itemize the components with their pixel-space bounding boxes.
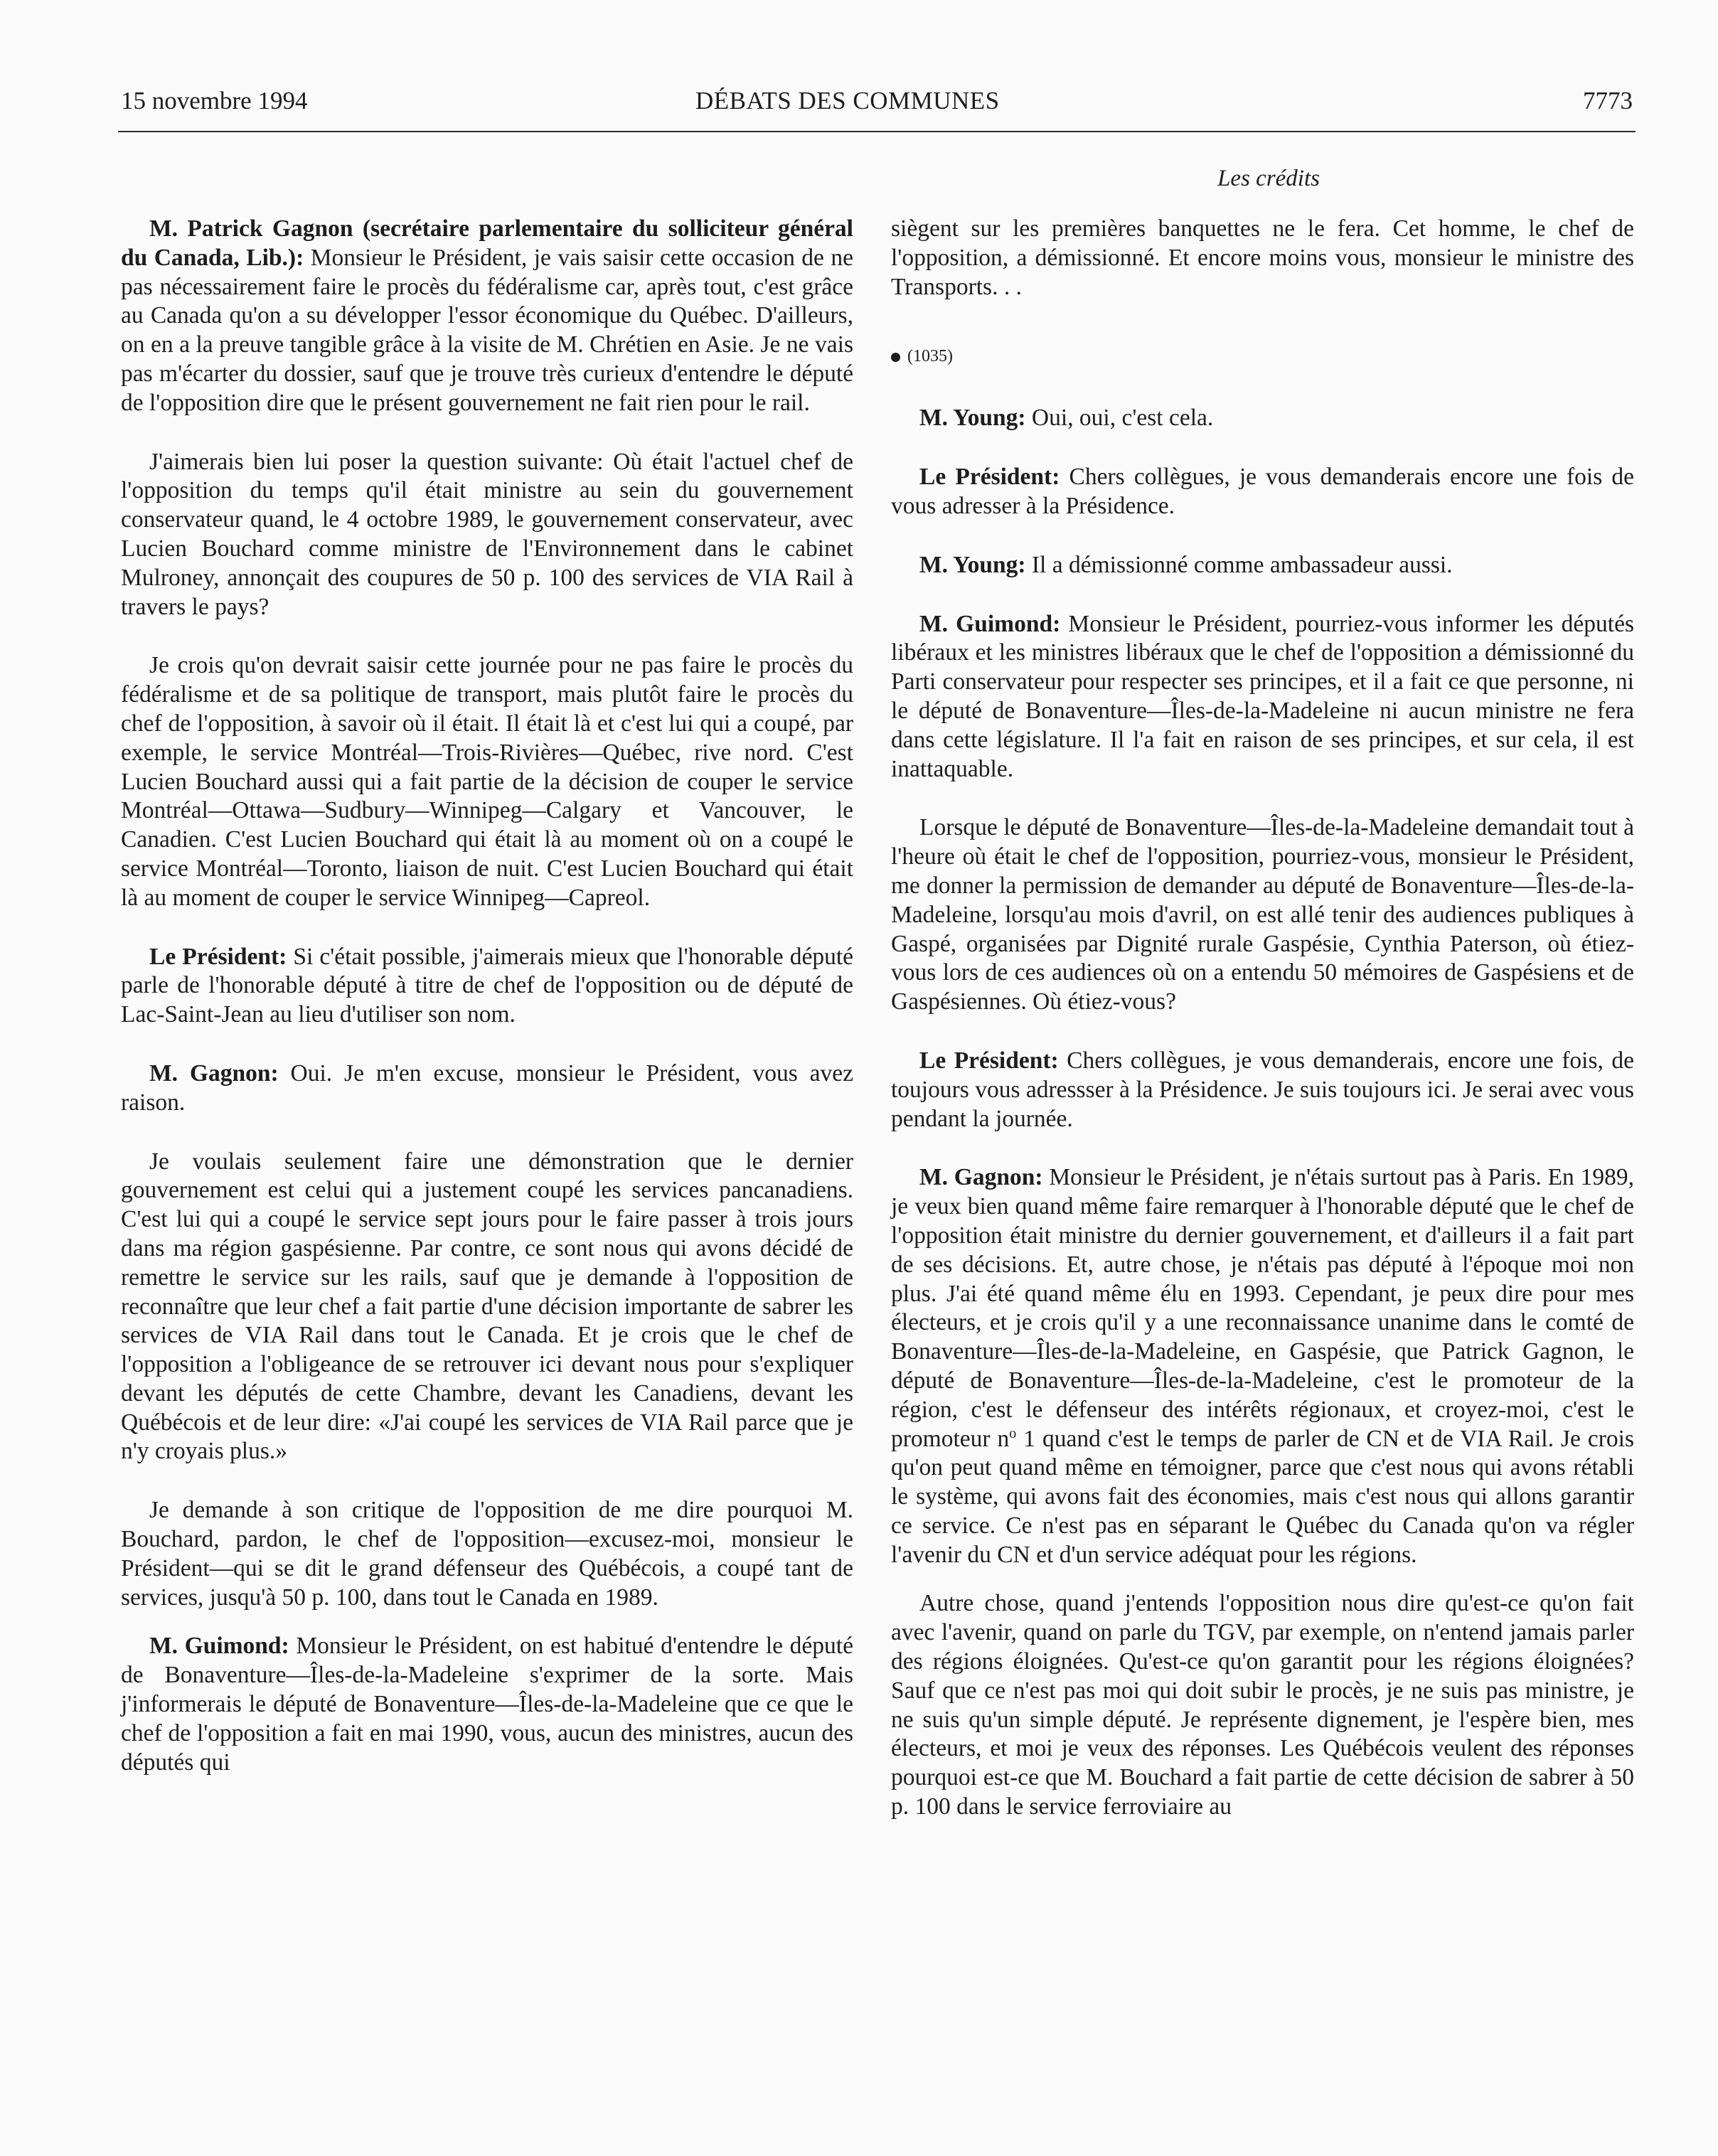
header-page-number: 7773 [1583, 87, 1633, 114]
speaker-name: M. Gagnon: [149, 1060, 279, 1087]
paragraph-text: Lorsque le député de Bonaventure—Îles-de-la-Madeleine demandait tout à l'heure où était le chef de l'opposition, pourriez-vous, monsieur le Président, me donner la permission de demander au député de Bonaventure—Îles-de-la-Madeleine, lorsqu'au mois d'avril, on est allé tenir des audiences publiques à Gaspé, organisées par Dignité rurale Gaspésie, Cynthia Paterson, où étiez-vous lors de ces audiences où on a entendu 50 mémoires de Gaspésiens et de Gaspésiennes. Où étiez-vous? [891, 814, 1634, 1015]
paragraph-text: Je demande à son critique de l'opposition de me dire pourquoi M. Bouchard, pardon, le chef de l'opposition—excusez-moi, monsieur le Président—qui se dit le grand défenseur des Québécois, a coupé tant de services, jusqu'à 50 p. 100, dans tout le Canada en 1989. [121, 1497, 853, 1611]
paragraph [121, 943, 853, 1030]
right-column [891, 215, 1634, 1852]
speaker-name: Le Président: [149, 943, 287, 970]
header-date: 15 novembre 1994 [121, 87, 308, 114]
paragraph-text: Monsieur le Président, je n'étais surtout pas à Paris. En 1989, je veux bien quand même faire remarquer à l'honorable député que le chef de l'opposition était ministre du dernier gouvernement, et d'ailleurs il a fait part de ses décisions. Et, autre chose, je n'étais pas député à l'époque moi non plus. J'ai été quand même élu en 1993. Cependant, je peux dire pour mes électeurs, et je crois qu'il y a une reconnaissance unanime dans le comté de Bonaventure—Îles-de-la-Madeleine, en Gaspésie, que Patrick Gagnon, le député de Bonaventure—Îles-de-la-Madeleine, c'est le promoteur de la région, c'est le défenseur des intérêts régionaux, et croyez-moi, c'est le promoteur n [891, 1164, 1634, 1452]
left-column [121, 215, 853, 1807]
speaker-name: M. Young: [919, 551, 1026, 578]
paragraph [121, 1060, 853, 1118]
paragraph [891, 610, 1634, 784]
paragraph-text: Chers collègues, je vous demanderais, encore une fois, de toujours vous adressser à la Présidence. Je suis toujours ici. Je serai avec vous pendant la journée. [891, 1047, 1634, 1132]
paragraph-text: Il a démissionné comme ambassadeur aussi. [1025, 551, 1453, 578]
paragraph-continued [891, 215, 1634, 301]
paragraph-text: Monsieur le Président, on est habitué d'entendre le député de Bonaventure—Îles-de-la-Madeleine s'exprimer de la sorte. Mais j'informerais le député de Bonaventure—Îles-de-la-Madeleine que ce que le chef de l'opposition a fait en mai 1990, vous, aucun des ministres, aucun des députés qui [121, 1633, 853, 1776]
time-marker-text: (1035) [907, 347, 953, 366]
paragraph-text: Monsieur le Président, pourriez-vous informer les députés libéraux et les ministres libéraux que le chef de l'opposition a démissionné du Parti conservateur pour respecter ses principes, et il a fait ce que personne, ni le député de Bonaventure—Îles-de-la-Madeleine ni aucun ministre ne fera dans cette législature. Il l'a fait en raison de ses principes, et sur cela, il est inattaquable. [891, 610, 1634, 782]
paragraph-text: siègent sur les premières banquettes ne le fera. Cet homme, le chef de l'opposition, a démissionné. Et encore moins vous, monsieur le ministre des Transports. . . [891, 215, 1634, 300]
paragraph-text: J'aimerais bien lui poser la question suivante: Où était l'actuel chef de l'opposition du temps qu'il était ministre au sein du gouvernement conservateur quand, le 4 octobre 1989, le gouvernement conservateur, avec Lucien Bouchard comme ministre de l'Environnement dans le cabinet Mulroney, annonçait des coupures de 50 p. 100 des services de VIA Rail à travers le pays? [121, 448, 853, 620]
superscript: o [1009, 1425, 1017, 1441]
speaker-name: M. Guimond: [919, 610, 1061, 637]
paragraph-text: Autre chose, quand j'entends l'opposition nous dire qu'est-ce qu'on fait avec l'avenir, quand on parle du TGV, par exemple, on n'entend jamais parler des régions éloignées. Qu'est-ce qu'on garantit pour les régions éloignées? Sauf que ce n'est pas moi qui doit subir le procès, je ne suis pas ministre, je ne suis qu'un simple député. Je représente dignement, je l'espère bien, mes électeurs, et moi je veux des réponses. Les Québécois veulent des réponses pourquoi est-ce que M. Bouchard a fait partie de cette décision de sabrer à 50 p. 100 dans le service ferroviaire au [891, 1590, 1634, 1820]
header-title: DÉBATS DES COMMUNES [695, 87, 1000, 114]
paragraph [121, 1148, 853, 1467]
paragraph [891, 404, 1634, 433]
paragraph-text: Chers collègues, je vous demanderais encore une fois de vous adresser à la Présidence. [891, 464, 1634, 519]
speaker-name: Le Président: [919, 1047, 1059, 1074]
paragraph-text: Je voulais seulement faire une démonstration que le dernier gouvernement est celui qui a justement coupé les services pancanadiens. C'est lui qui a coupé le service sept jours pour le faire passer à trois jours dans ma région gaspésienne. Par contre, ce sont nous qui avons décidé de remettre le service sur les rails, sauf que je demande à l'opposition de reconnaître que leur chef a fait partie d'une décision importante de sabrer les services de VIA Rail dans tout le Canada. Et je crois que le chef de l'opposition a l'obligeance de se retrouver ici devant nous pour s'expliquer devant les députés de cette Chambre, devant les Canadiens, devant les Québécois et de leur dire: «J'ai coupé les services de VIA Rail parce que je n'y croyais plus.» [121, 1148, 853, 1465]
paragraph [891, 813, 1634, 1017]
paragraph [121, 448, 853, 622]
paragraph-text: 1 quand c'est le temps de parler de CN et de VIA Rail. Je crois qu'on peut quand même en témoigner, parce que c'est nous qui avons rétabli le système, qui avons fait des économies, mais c'est nous qui allons garantir ce service. Ce n'est pas en séparant le Québec du Canada qu'on va régler l'avenir du CN et d'un service adéquat pour les régions. [891, 1425, 1634, 1568]
paragraph [121, 215, 853, 418]
speaker-name: M. Gagnon: [919, 1164, 1043, 1191]
paragraph [121, 651, 853, 912]
paragraph-text: Oui. Je m'en excuse, monsieur le Président, vous avez raison. [121, 1060, 853, 1116]
header-rule [118, 131, 1636, 132]
paragraph [891, 1163, 1634, 1569]
paragraph [121, 1496, 853, 1612]
paragraph-text: Monsieur le Président, je vais saisir cette occasion de ne pas nécessairement faire le procès du fédéralisme car, après tout, c'est grâce au Canada qu'on a su développer l'essor économique du Québec. D'ailleurs, on en a la preuve tangible grâce à la visite de M. Chrétien en Asie. Je ne vais pas m'écarter du dossier, sauf que je trouve très curieux d'entendre le député de l'opposition dire que le présent gouvernement ne fait rien pour le rail. [121, 244, 853, 416]
paragraph [891, 1047, 1634, 1133]
section-title: Les crédits [1217, 166, 1320, 191]
paragraph [891, 463, 1634, 521]
paragraph-text: Je crois qu'on devrait saisir cette journée pour ne pas faire le procès du fédéralisme et de sa politique de transport, mais plutôt faire le procès du chef de l'opposition, à savoir où il était. Il était là et c'est lui qui a coupé, par exemple, le service Montréal—Trois-Rivières—Québec, rive nord. C'est Lucien Bouchard aussi qui a fait partie de la décision de couper le service Montréal—Ottawa—Sudbury—Winnipeg—Calgary et Vancouver, le Canadien. C'est Lucien Bouchard qui était là au moment où on a coupé le service Montréal—Toronto, liaison de nuit. C'est Lucien Bouchard qui était là au moment de couper le service Winnipeg—Capreol. [121, 652, 853, 911]
paragraph [121, 1632, 853, 1777]
paragraph [891, 551, 1634, 580]
bullet-icon [891, 353, 900, 362]
speaker-name: M. Guimond: [149, 1633, 289, 1660]
paragraph-text: Si c'était possible, j'aimerais mieux que l'honorable député parle de l'honorable député à titre de chef de l'opposition ou de député de Lac-Saint-Jean au lieu d'utiliser son nom. [121, 943, 854, 1028]
paragraph-text: Oui, oui, c'est cela. [1025, 405, 1214, 432]
paragraph [891, 1589, 1634, 1821]
time-marker [891, 346, 1634, 367]
speaker-name: M. Patrick Gagnon (secrétaire parlementaire du solliciteur général du Canada, Lib.): [121, 215, 853, 271]
speaker-name: M. Young: [919, 405, 1026, 432]
speaker-name: Le Président: [919, 464, 1060, 491]
